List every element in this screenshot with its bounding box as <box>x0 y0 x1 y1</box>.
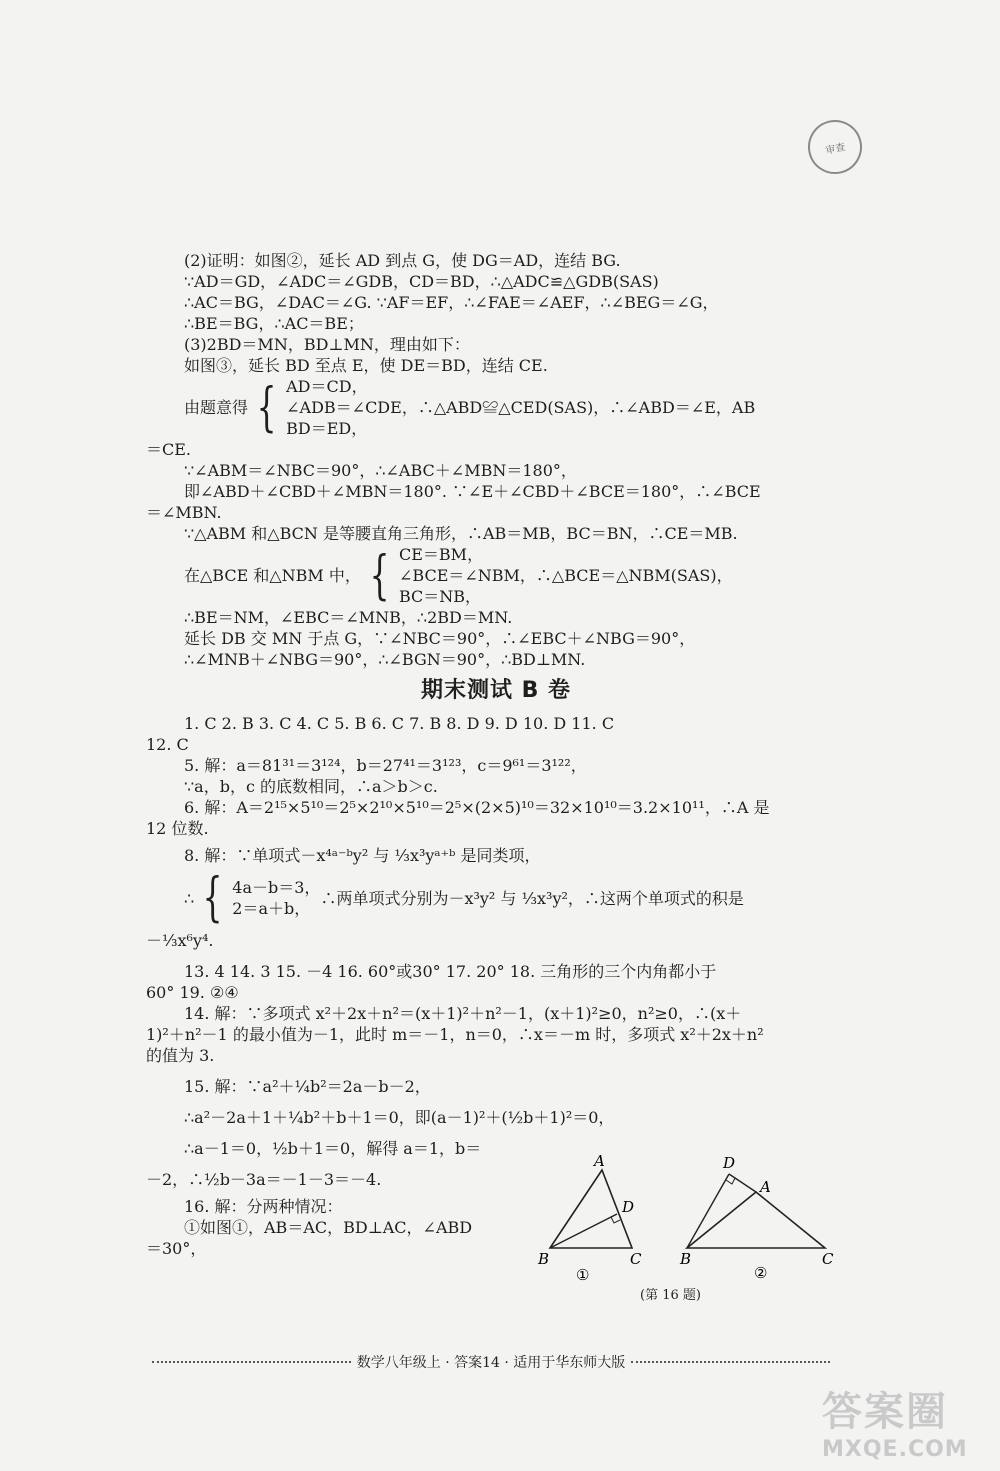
solution-line: ∴a－1＝0，½b＋1＝0，解得 a＝1，b＝ <box>184 1139 482 1158</box>
solution-line: ∴a²－2a＋1＋¼b²＋b＋1＝0，即(a－1)²＋(½b＋1)²＝0， <box>184 1108 615 1127</box>
brace-line: BC＝NB， <box>399 587 482 606</box>
solution-line: 12 位数. <box>146 819 209 838</box>
solution-line: 1)²＋n²－1 的最小值为－1，此时 m＝－1，n＝0，∴x＝－m 时，多项式 x²＋2x＋n² <box>146 1025 764 1044</box>
figure-caption: (第 16 题) <box>640 1288 701 1303</box>
footer-text: 数学八年级上 · 答案14 · 适用于华东师大版 <box>356 1355 626 1371</box>
section-title: 期末测试 B 卷 <box>420 678 572 703</box>
right-angle-mark-fig2 <box>726 1178 735 1184</box>
figure-1-label: ① <box>576 1266 590 1284</box>
brace-line: 2＝a＋b， <box>232 899 311 918</box>
brace-line: AD＝CD， <box>286 377 368 396</box>
text-line: ＝CE. <box>146 440 192 459</box>
brace-line: ∠BCE＝∠NBM，∴△BCE＝△NBM(SAS)， <box>399 566 733 585</box>
solution-line: ＝30°， <box>146 1239 207 1258</box>
solution-line: 14. 解：∵多项式 x²＋2x＋n²＝(x＋1)²＋n²－1，(x＋1)²≥0，n²≥0，∴(x＋ <box>184 1004 742 1023</box>
text-line: ∴BE＝BG，∴AC＝BE； <box>184 314 364 333</box>
footer-divider-right <box>631 1361 830 1363</box>
text-line: ∴∠MNB＋∠NBG＝90°，∴∠BGN＝90°，∴BD⊥MN. <box>184 650 586 669</box>
brace-lines <box>286 376 755 439</box>
right-angle-mark-fig1 <box>611 1217 620 1223</box>
label-a-fig2: A <box>760 1178 771 1196</box>
answer-key-line: 12. C <box>146 735 189 754</box>
text-line: ∴BE＝NM，∠EBC＝∠MNB，∴2BD＝MN. <box>184 608 513 627</box>
solution-line: 16. 解：分两种情况： <box>184 1197 343 1216</box>
brace-lines <box>399 544 733 607</box>
figure-2-label: ② <box>754 1264 768 1282</box>
footer-divider-left <box>152 1361 351 1363</box>
brace-lines <box>232 877 320 919</box>
left-brace: { <box>202 868 223 928</box>
brace-system-3 <box>146 868 846 928</box>
triangle-figures <box>520 1150 850 1300</box>
page-footer <box>146 1352 836 1372</box>
solution-line: －⅓x⁶y⁴. <box>146 931 214 950</box>
text-line: (3)2BD＝MN，BD⊥MN，理由如下： <box>184 335 470 354</box>
label-c-fig2: C <box>822 1250 834 1268</box>
left-brace: { <box>369 545 390 606</box>
watermark-line-1: 答案圈 <box>822 1389 948 1435</box>
watermark-line-2: MXQE.COM <box>822 1437 968 1462</box>
solution-line: 8. 解：∵单项式－x⁴ᵃ⁻ᵇy² 与 ⅓x³yᵃ⁺ᵇ 是同类项， <box>184 846 541 865</box>
answer-content <box>146 250 846 1259</box>
watermark-logo <box>822 1380 992 1465</box>
solution-line: －2，∴½b－3a＝－1－3＝－4. <box>146 1170 382 1189</box>
label-b-fig1: B <box>538 1250 550 1268</box>
solution-line: 15. 解：∵a²＋¼b²＝2a－b－2， <box>184 1077 431 1096</box>
answer-key-line: 1. C 2. B 3. C 4. C 5. B 6. C 7. B 8. D 9. D 10. D 11. C <box>184 714 615 733</box>
brace-prefix: 在△BCE 和△NBM 中， <box>184 566 361 585</box>
text-line: 如图③，延长 BD 至点 E，使 DE＝BD，连结 CE. <box>184 356 548 375</box>
seal-stamp <box>803 115 867 179</box>
brace-system-1 <box>146 376 846 439</box>
segment-bd-fig1 <box>550 1214 617 1248</box>
solution-line: 6. 解：A＝2¹⁵×5¹⁰＝2⁵×2¹⁰×5¹⁰＝2⁵×(2×5)¹⁰＝32×10¹⁰＝3.2×10¹¹，∴A 是 <box>184 798 770 817</box>
answer-key-line: 60° 19. ②④ <box>146 983 239 1002</box>
text-line: ∵AD＝GD，∠ADC＝∠GDB，CD＝BD，∴△ADC≌△GDB(SAS) <box>184 272 659 291</box>
brace-prefix: 由题意得 <box>184 398 249 417</box>
text-line: ∵∠ABM＝∠NBC＝90°，∴∠ABC＋∠MBN＝180°， <box>184 461 577 480</box>
text-line: 延长 DB 交 MN 于点 G，∵∠NBC＝90°，∴∠EBC＋∠NBG＝90°， <box>184 629 696 648</box>
solution-line: 的值为 3. <box>146 1046 215 1065</box>
triangle-abc-fig1 <box>550 1170 635 1248</box>
answer-key-line: 13. 4 14. 3 15. －4 16. 60°或30° 17. 20° 18. 三角形的三个内角都小于 <box>184 962 717 981</box>
label-b-fig2: B <box>680 1250 692 1268</box>
label-d-fig1: D <box>622 1198 635 1216</box>
brace-system-2 <box>146 544 846 607</box>
brace-line: BD＝ED， <box>286 419 368 438</box>
text-line: ∵△ABM 和△BCN 是等腰直角三角形，∴AB＝MB，BC＝BN，∴CE＝MB. <box>184 524 738 543</box>
text-line: ∴AC＝BG，∠DAC＝∠G. ∵AF＝EF，∴∠FAE＝∠AEF，∴∠BEG＝∠G， <box>184 293 719 312</box>
seal-stamp-text: 审查 <box>824 141 847 157</box>
left-brace: { <box>256 377 277 438</box>
text-line: ＝∠MBN. <box>146 503 222 522</box>
brace-line: ∠ADB＝∠CDE，∴△ABD≌△CED(SAS)，∴∠ABD＝∠E，AB <box>286 398 756 417</box>
brace-line: 4a－b＝3， <box>232 878 321 897</box>
therefore-symbol: ∴ <box>184 888 195 908</box>
solution-line: 5. 解：a＝81³¹＝3¹²⁴，b＝27⁴¹＝3¹²³，c＝9⁶¹＝3¹²²， <box>184 756 587 775</box>
text-line: 即∠ABD＋∠CBD＋∠MBN＝180°. ∵∠E＋∠CBD＋∠BCE＝180°，∴∠BCE <box>184 482 761 501</box>
solution-line: ∵a，b，c 的底数相同，∴a＞b＞c. <box>184 777 438 796</box>
label-a-fig1: A <box>594 1152 605 1170</box>
text-line: (2)证明：如图②，延长 AD 到点 G，使 DG＝AD，连结 BG. <box>184 251 621 270</box>
triangle-abc-fig2 <box>687 1192 825 1248</box>
brace-suffix: ∴两单项式分别为－x³y² 与 ⅓x³y²，∴这两个单项式的积是 <box>320 888 744 908</box>
brace-line: CE＝BM， <box>399 545 484 564</box>
segment-bd-fig2 <box>687 1174 729 1248</box>
solution-line: ①如图①，AB＝AC，BD⊥AC，∠ABD <box>184 1218 473 1237</box>
label-c-fig1: C <box>630 1250 642 1268</box>
label-d-fig2: D <box>723 1154 736 1172</box>
